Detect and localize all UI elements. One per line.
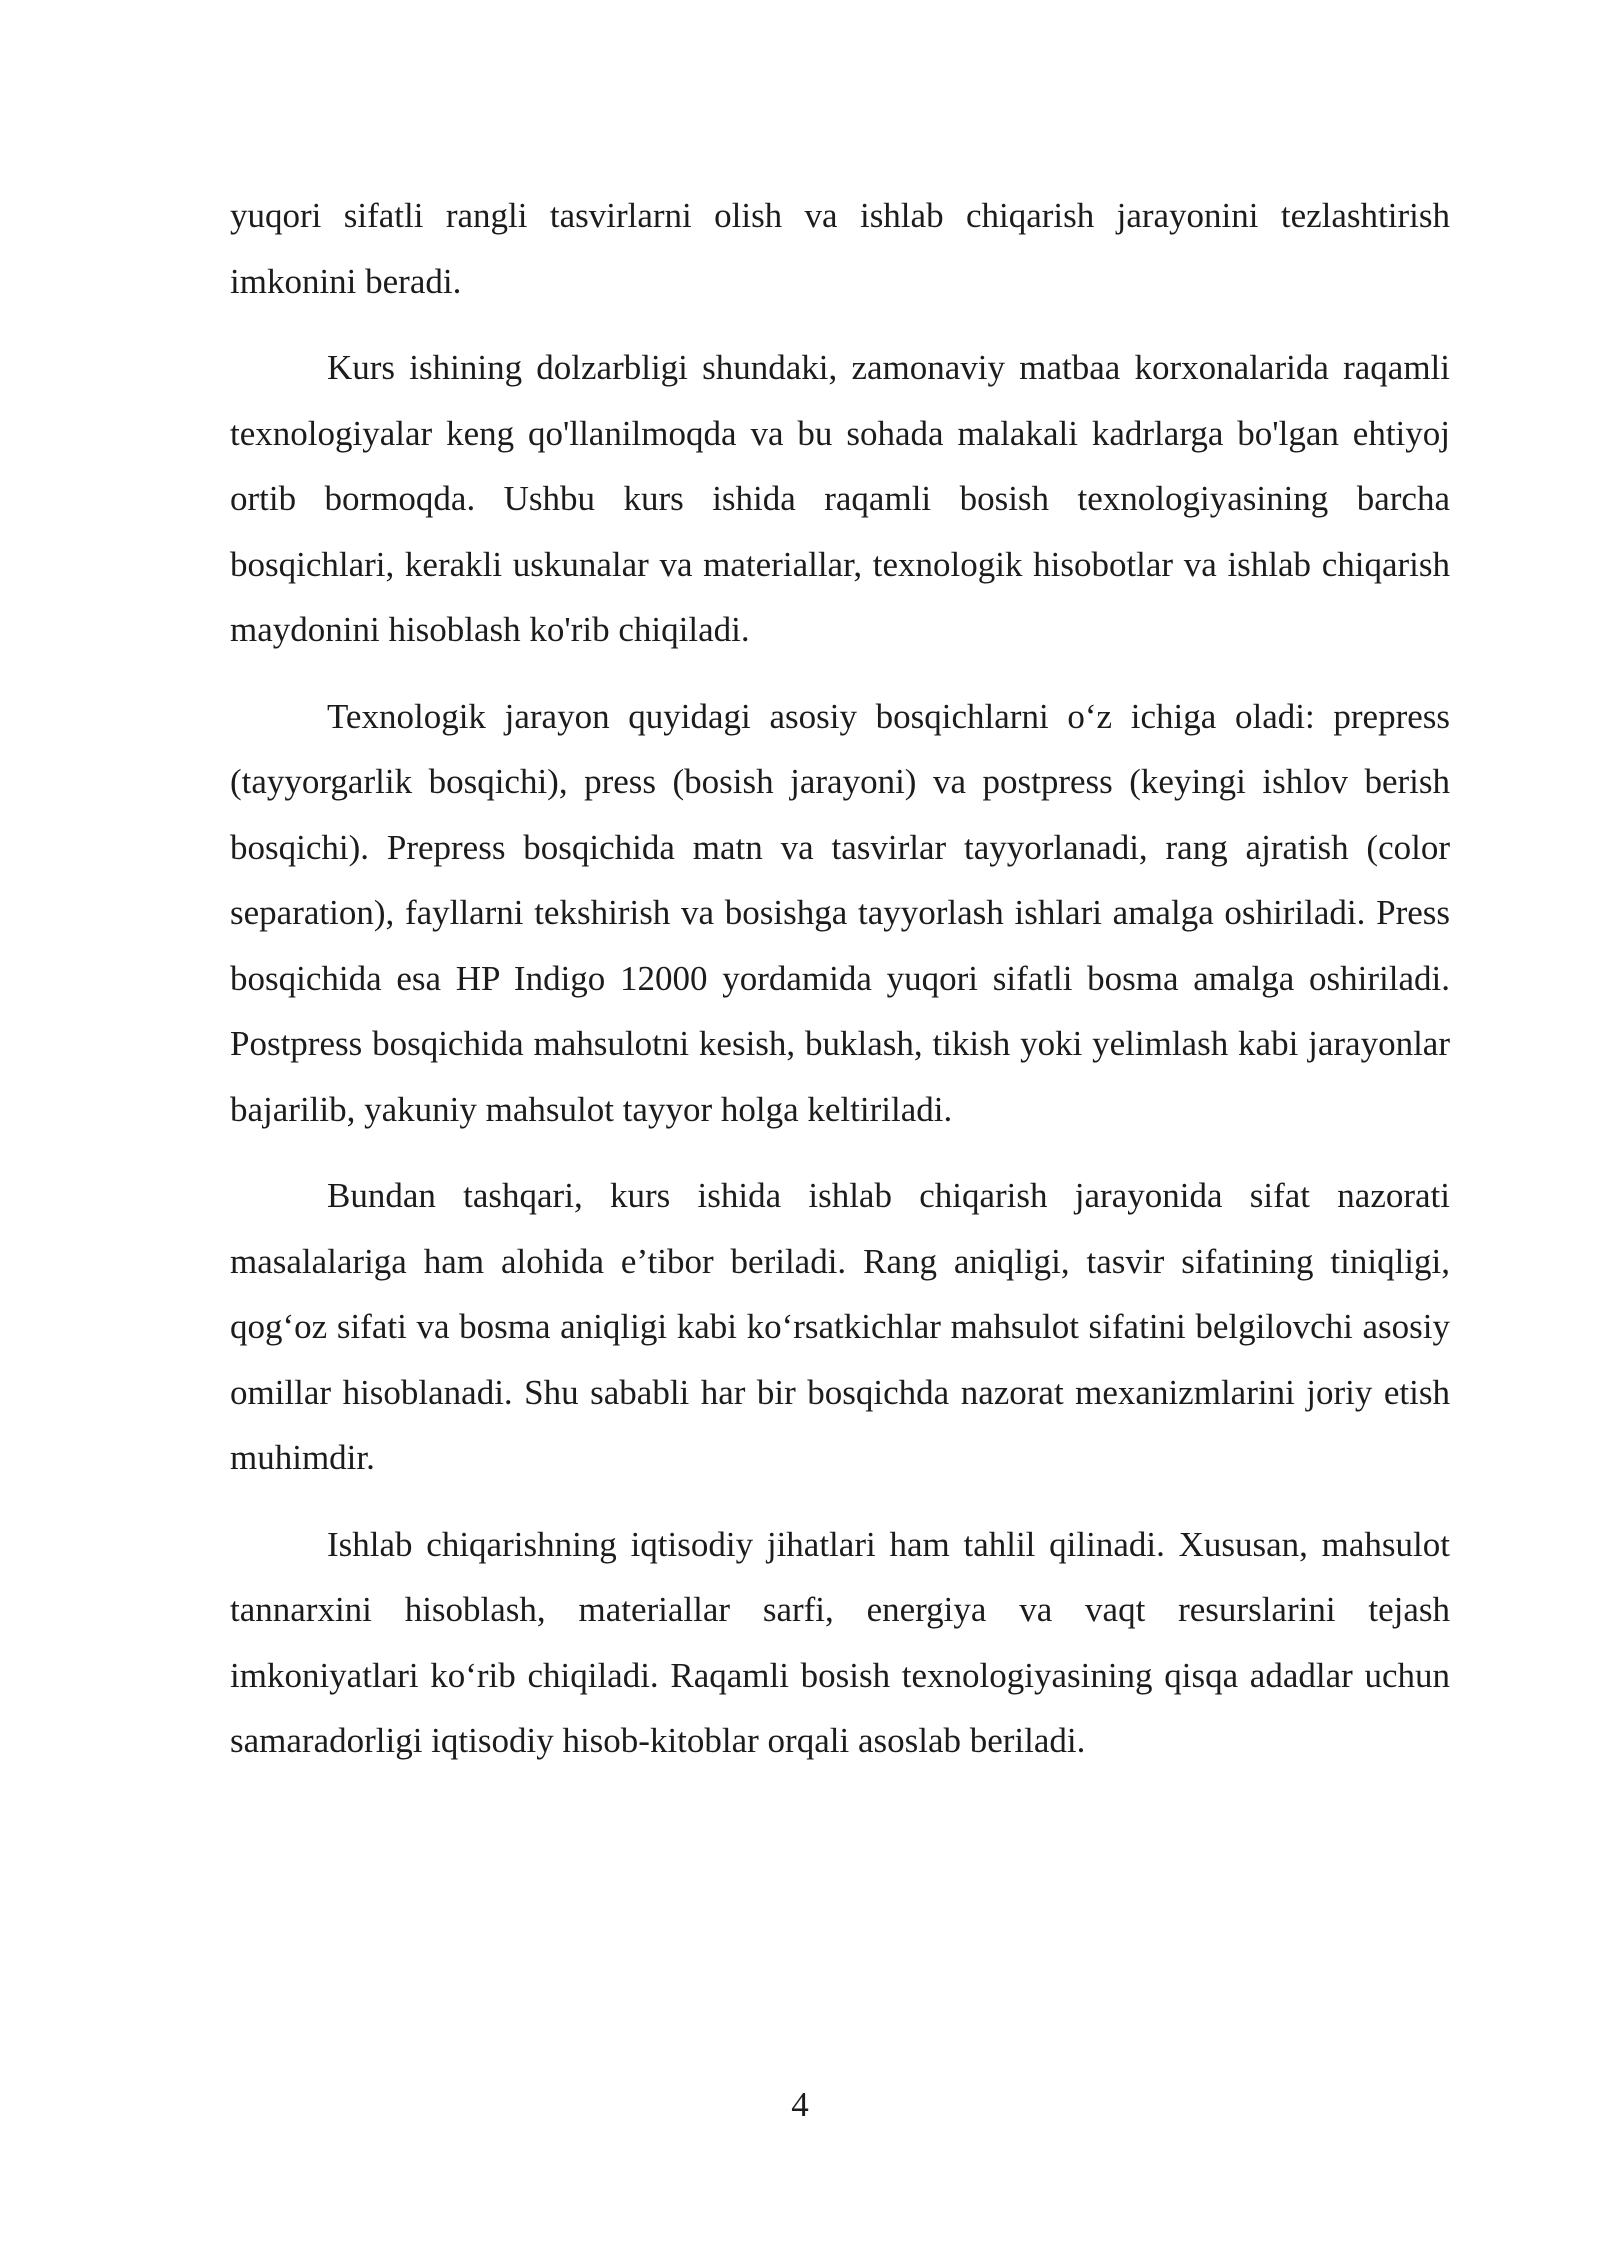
page-number: 4 (791, 2085, 809, 2124)
body-text (230, 183, 1450, 1795)
paragraph-continuation: yuqori sifatli rangli tasvirlarni olish va ishlab chiqarish jarayonini tezlashtirish imkonini beradi. (230, 196, 1450, 301)
paragraph-relevance: Kurs ishining dolzarbligi shundaki, zamonaviy matbaa korxonalarida raqamli texnologiyalar keng qo'llanilmoqda va bu sohada malakali kadrlarga bo'lgan ehtiyoj ortib bormoqda. Ushbu kurs ishida raqamli bosish texnologiyasining barcha bosqichlari, kerakli uskunalar va materiallar, texnologik hisobotlar va ishlab chiqarish maydonini hisoblash ko'rib chiqiladi. (230, 348, 1450, 649)
paragraph-economics: Ishlab chiqarishning iqtisodiy jihatlari ham tahlil qilinadi. Xususan, mahsulot tannarxini hisoblash, materiallar sarfi, energiya va vaqt resurslarini tejash imkoniyatlari koʻrib chiqiladi. Raqamli bosish texnologiyasining qisqa adadlar uchun samaradorligi iqtisodiy hisob-kitoblar orqali asoslab beriladi. (230, 1524, 1450, 1760)
paragraph-process-stages: Texnologik jarayon quyidagi asosiy bosqichlarni oʻz ichiga oladi: prepress (tayyorgarlik bosqichi), press (bosish jarayoni) va postpress (keyingi ishlov berish bosqichi). Prepress bosqichida matn va tasvirlar tayyorlanadi, rang ajratish (color separation), fayllarni tekshirish va bosishga tayyorlash ishlari amalga oshiriladi. Press bosqichida esa HP Indigo 12000 yordamida yuqori sifatli bosma amalga oshiriladi. Postpress bosqichida mahsulotni kesish, buklash, tikish yoki yelimlash kabi jarayonlar bajarilib, yakuniy mahsulot tayyor holga keltiriladi. (230, 696, 1450, 1129)
paragraph-quality-control: Bundan tashqari, kurs ishida ishlab chiqarish jarayonida sifat nazorati masalalariga ham alohida e’tibor beriladi. Rang aniqligi, tasvir sifatining tiniqligi, qogʻoz sifati va bosma aniqligi kabi koʻrsatkichlar mahsulot sifatini belgilovchi asosiy omillar hisoblanadi. Shu sababli har bir bosqichda nazorat mexanizmlarini joriy etish muhimdir. (230, 1176, 1450, 1477)
